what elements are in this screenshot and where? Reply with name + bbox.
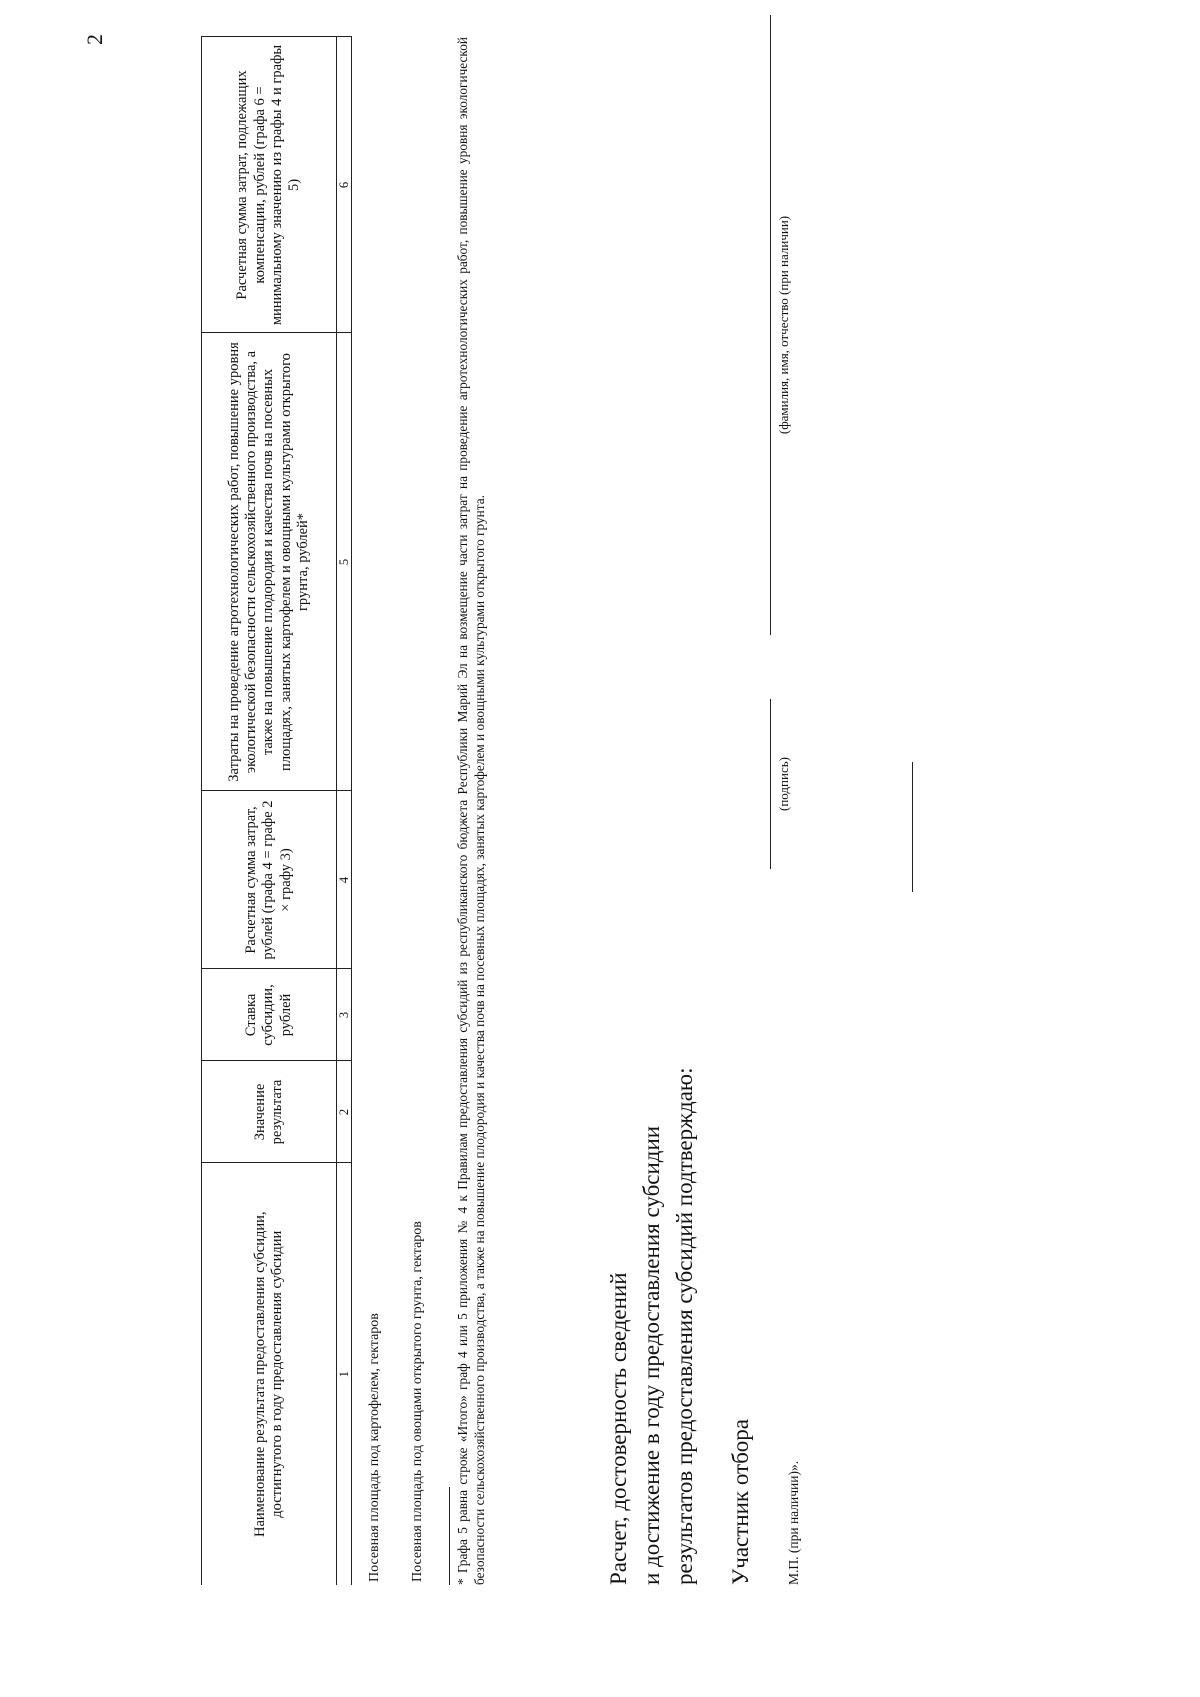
row-vegetable-area: Посевная площадь под овощами открытого грунта, гектаров [410,1221,425,1582]
signature-caption: (подпись) [776,757,791,811]
column-number-row [337,37,352,1585]
table-header-row [202,37,337,1585]
confirmation-line: результатов предоставления субсидий подтверждаю: [672,1067,697,1585]
row-potato-area: Посевная площадь под картофелем, гектаров [367,1313,382,1582]
subsidy-calculation-table [201,37,352,1586]
header-estimated-cost: Расчетная сумма затрат, рублей (графа 4 = графе 2 × графу 3) [202,791,337,969]
participant-label: Участник отбора [728,1418,753,1585]
confirmation-line: и достижение в году предоставления субсидии [639,1125,664,1585]
name-caption: (фамилия, имя, отчество (при наличии) [776,215,791,435]
footnote: * Графа 5 равна строке «Итого» граф 4 или 5 приложения № 4 к Правилам предоставления субсидий из республиканского бюджета Республики Марий Эл на возмещение части затрат на проведение агротехнологических работ, повышение уровня экологической безопасности сельскохозяйственного производства, а также на повышение плодородия и качества почв на посевных площадях, занятых картофелем и овощными культурами открытого грунта. [455,37,487,1585]
header-result-name: Наименование результата предоставления субсидии, достигнутого в году предоставления субсидии [202,1163,337,1585]
column-number: 2 [337,1061,352,1163]
confirmation-line: Расчет, достоверность сведений [606,1272,631,1585]
column-number: 5 [337,333,352,791]
header-subsidy-rate: Ставка субсидии, рублей [202,969,337,1061]
header-result-value: Значение результата [202,1061,337,1163]
footnote-divider [449,1487,450,1585]
stamp-label: М.П. (при наличии)». [786,1460,801,1585]
name-line [770,15,771,635]
page-number: 2 [82,34,107,45]
header-agrotech-costs: Затраты на проведение агротехнологических работ, повышение уровня экологической безопасности сельскохозяйственного производства, а также на повышение плодородия и качества почв на посевных площадях, занятых картофелем и овощными культурами открытого грунта, рублей* [202,333,337,791]
column-number: 4 [337,791,352,969]
signature-line [770,699,771,869]
column-number: 3 [337,969,352,1061]
confirmation-text [602,1068,701,1586]
extra-line [912,762,913,892]
column-number: 1 [337,1163,352,1585]
column-number: 6 [337,37,352,333]
header-compensated-cost: Расчетная сумма затрат, подлежащих компенсации, рублей (графа 6 = минимальному значению из графы 4 и графы 5) [202,37,337,333]
